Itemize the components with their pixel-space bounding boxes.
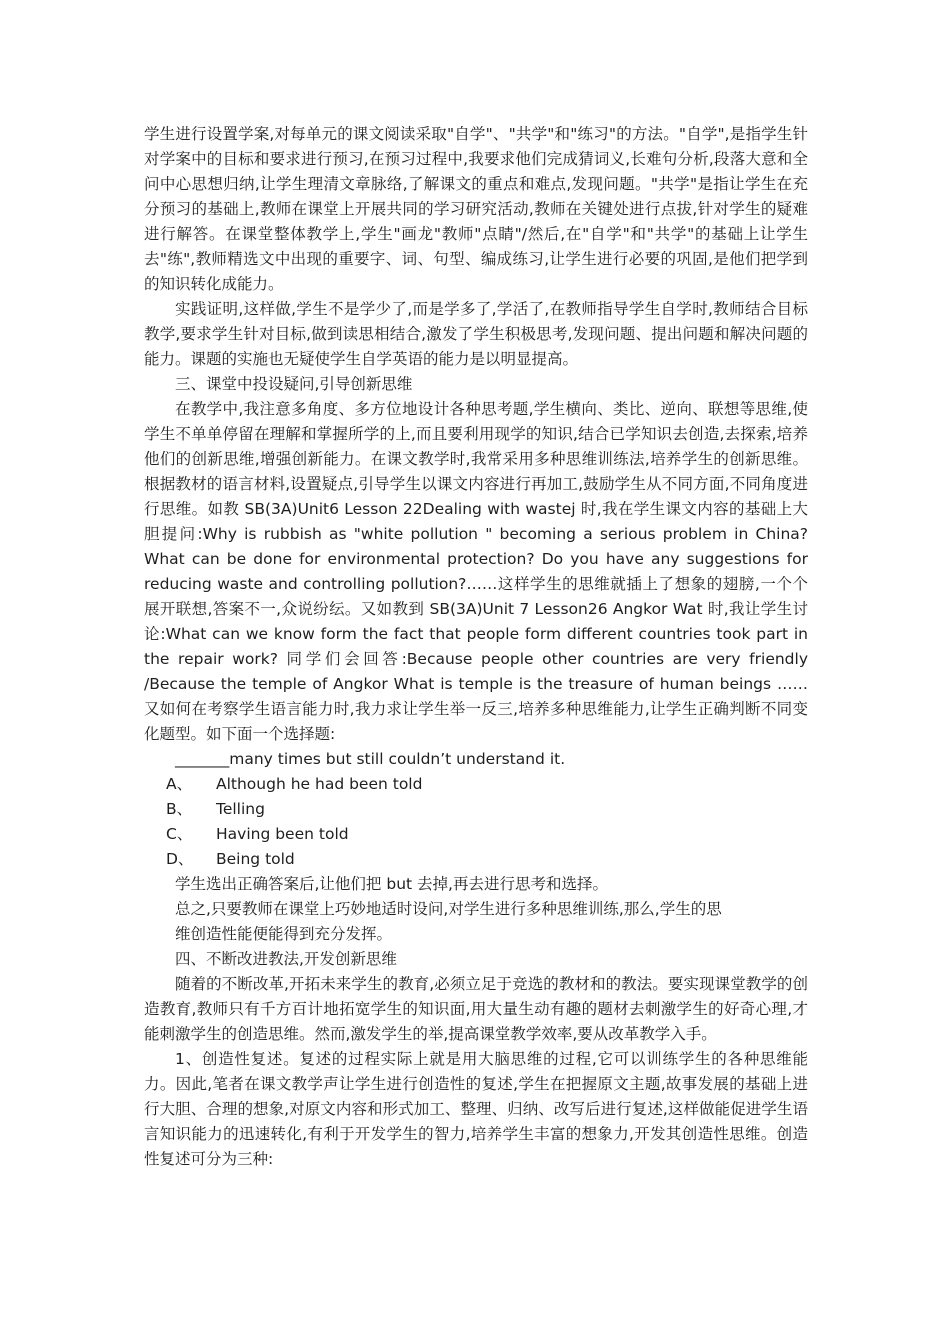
paragraph-practice-proof: 实践证明,这样做,学生不是学少了,而是学多了,学活了,在教师指导学生自学时,教师结合目标教学,要求学生针对目标,做到读思相结合,激发了学生积极思考,发现问题、提出问题和解决问题的能力。课题的实施也无疑使学生自学英语的能力是以明显提高。 <box>144 300 808 368</box>
option-a <box>144 772 808 797</box>
option-a-text: Although he had been told <box>216 775 423 793</box>
section-heading-4: 四、不断改进教法,开发创新思维 <box>175 950 397 968</box>
paragraph-teaching-reform: 随着的不断改革,开拓未来学生的教育,必须立足于竞选的教材和的教法。要实现课堂教学的创造教育,教师只有千方百计地拓宽学生的知识面,用大量生动有趣的题材去刺激学生的好奇心理,才能刺激学生的创造思维。然而,激发学生的举,提高课堂教学效率,要从改革教学入手。 <box>144 975 808 1043</box>
option-c-text: Having been told <box>216 825 349 843</box>
option-b <box>144 797 808 822</box>
option-b-text: Telling <box>216 800 265 818</box>
option-b-label: B、 <box>166 800 193 818</box>
question-stem: _______many times but still couldn’t understand it. <box>175 750 566 768</box>
paragraph-summary-line1: 总之,只要教师在课堂上巧妙地适时设问,对学生进行多种思维训练,那么,学生的思 <box>175 900 722 918</box>
option-c <box>144 822 808 847</box>
paragraph-remove-but: 学生选出正确答案后,让他们把 but 去掉,再去进行思考和选择。 <box>175 875 608 893</box>
answer-options <box>144 772 808 872</box>
paragraph-creative-retelling: 1、创造性复述。复述的过程实际上就是用大脑思维的过程,它可以训练学生的各种思维能力。因此,笔者在课文教学声让学生进行创造性的复述,学生在把握原文主题,故事发展的基础上进行大胆、合理的想象,对原文内容和形式加工、整理、归纳、改写后进行复述,这样做能促进学生语言知识能力的迅速转化,有利于开发学生的智力,培养学生丰富的想象力,开发其创造性思维。创造性复述可分为三种: <box>144 1050 808 1168</box>
paragraph-self-study: 学生进行设置学案,对每单元的课文阅读采取"自学"、"共学"和"练习"的方法。"自学",是指学生针对学案中的目标和要求进行预习,在预习过程中,我要求他们完成猜词义,长难句分析,段落大意和全问中心思想归纳,让学生理清文章脉络,了解课文的重点和难点,发现问题。"共学"是指让学生在充分预习的基础上,教师在课堂上开展共同的学习研究活动,教师在关键处进行点拔,针对学生的疑难进行解答。在课堂整体教学上,学生"画龙"教师"点睛"/然后,在"自学"和"共学"的基础上让学生去"练",教师精选文中出现的重要字、词、句型、编成练习,让学生进行必要的巩固,是他们把学到的知识转化成能力。 <box>144 125 808 293</box>
option-a-label: A、 <box>166 775 193 793</box>
paragraph-summary-line2: 维创造性能便能得到充分发挥。 <box>175 925 393 943</box>
option-d-text: Being told <box>216 850 295 868</box>
document-body <box>144 122 808 1172</box>
section-heading-3: 三、课堂中投设疑问,引导创新思维 <box>175 375 413 393</box>
option-c-label: C、 <box>166 825 193 843</box>
option-d <box>144 847 808 872</box>
option-d-label: D、 <box>166 850 194 868</box>
paragraph-questioning: 在教学中,我注意多角度、多方位地设计各种思考题,学生横向、类比、逆向、联想等思维,使学生不单单停留在理解和掌握所学的上,而且要利用现学的知识,结合已学知识去创造,去探索,培养他们的创新思维,增强创新能力。在课文教学时,我常采用多种思维训练法,培养学生的创新思维。根据教材的语言材料,设置疑点,引导学生以课文内容进行再加工,鼓励学生从不同方面,不同角度进行思维。如教 SB(3A)Unit6 Lesson 22Dealing with wastej 时,我在学生课文内容的基础上大胆提问:Why is rubbish as "white pollution " becoming a serious problem in China? What can be done for environmental protection? Do you have any suggestions for reducing waste and controlling pollution?……这样学生的思维就插上了想象的翅膀,一个个展开联想,答案不一,众说纷纭。又如教到 SB(3A)Unit 7 Lesson26 Angkor Wat 时,我让学生讨论:What can we know form the fact that people form different countries took part in the repair work? 同学们会回答:Because people other countries are very friendly /Because the temple of Angkor What is temple is the treasure of human beings ……又如何在考察学生语言能力时,我力求让学生举一反三,培养多种思维能力,让学生正确判断不同变化题型。如下面一个选择题: <box>144 400 808 743</box>
